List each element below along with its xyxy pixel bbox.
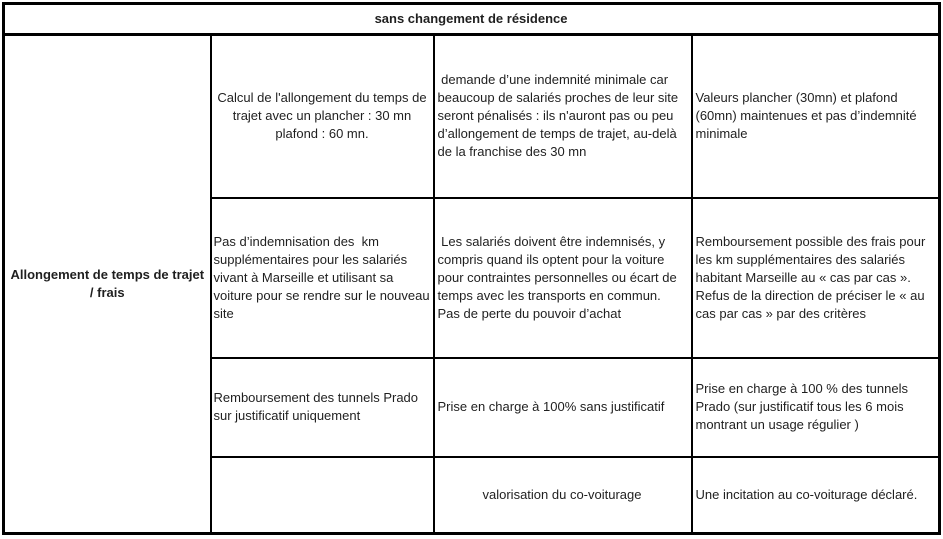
cell-row2-col3: Les salariés doivent être indemnisés, y compris quand ils optent pour la voiture pour contraintes personnelles ou écart de temps avec les transports en commun. Pas de perte du pouvoir d’achat [434,198,692,358]
table-header-row [4,4,940,35]
cell-row3-col2: Remboursement des tunnels Prado sur justificatif uniquement [211,358,434,457]
cell-row2-col2: Pas d’indemnisation des km supplémentaires pour les salariés vivant à Marseille et utilisant sa voiture pour se rendre sur le nouveau site [211,198,434,358]
table-title: sans changement de résidence [4,4,940,35]
cell-row4-col3: valorisation du co-voiturage [434,457,692,534]
cell-row2-col4: Remboursement possible des frais pour les km supplémentaires des salariés habitant Marseille au « cas par cas ». Refus de la direction de préciser le « au cas par cas » par des critères [692,198,940,358]
comparison-table [2,2,941,535]
cell-row1-col4: Valeurs plancher (30mn) et plafond (60mn) maintenues et pas d’indemnité minimale [692,35,940,198]
cell-row4-col4: Une incitation au co-voiturage déclaré. [692,457,940,534]
cell-row1-col3: demande d’une indemnité minimale car beaucoup de salariés proches de leur site seront pénalisés : ils n'auront pas ou peu d’allongement de temps de trajet, au-delà de la franchise des 30 mn [434,35,692,198]
cell-row3-col4: Prise en charge à 100 % des tunnels Prado (sur justificatif tous les 6 mois montrant un usage régulier ) [692,358,940,457]
table-row [4,35,940,198]
row-group-label: Allongement de temps de trajet / frais [4,35,211,534]
cell-row1-col2: Calcul de l'allongement du temps de trajet avec un plancher : 30 mn plafond : 60 mn. [211,35,434,198]
cell-row4-col2-empty [211,457,434,534]
cell-row3-col3: Prise en charge à 100% sans justificatif [434,358,692,457]
